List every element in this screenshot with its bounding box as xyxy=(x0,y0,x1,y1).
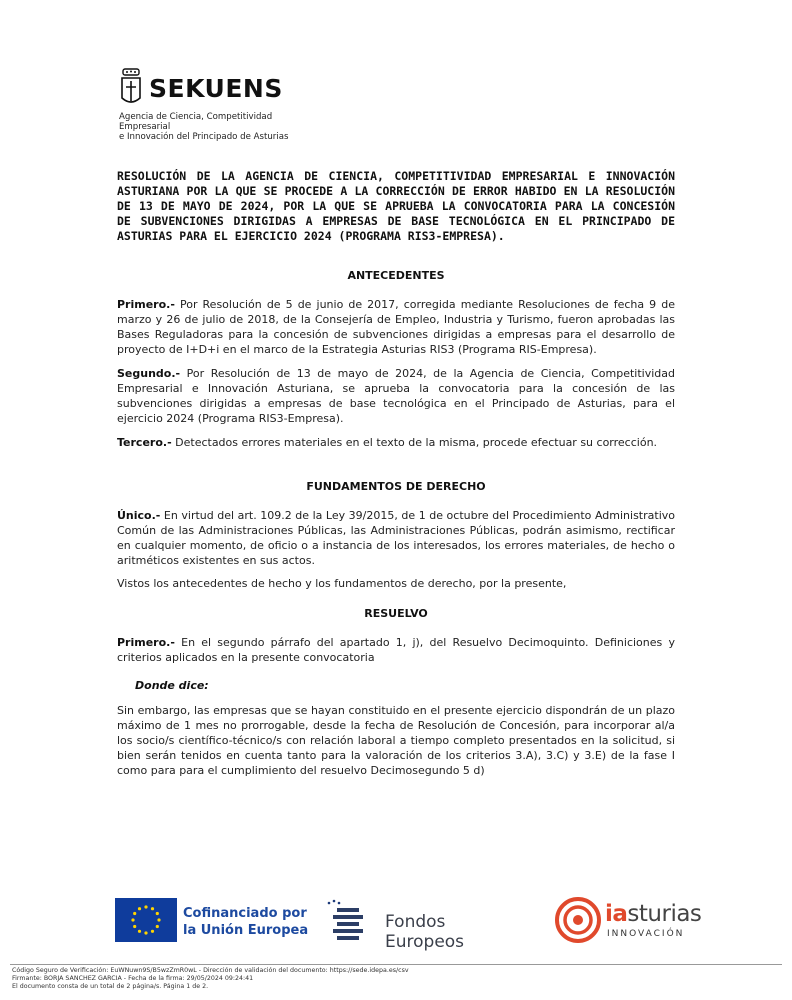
vistos-text: Vistos los antecedentes de hecho y los fundamentos de derecho, por la presente, xyxy=(117,577,567,590)
signer-line: Firmante: BORJA SANCHEZ GARCIA - Fecha de la firma: 29/05/2024 09:24:41 xyxy=(12,975,254,983)
label-resuelvo-primero: Primero.- xyxy=(117,636,175,649)
iasturias-text xyxy=(605,901,701,927)
verification-metadata xyxy=(12,967,409,992)
heading-fundamentos: FUNDAMENTOS DE DERECHO xyxy=(306,480,486,493)
iasturias-suffix: sturias xyxy=(627,901,702,927)
asturias-crest-icon xyxy=(119,68,143,108)
text-resuelvo-primero: En el segundo párrafo del apartado 1, j), del Resuelvo Decimoquinto. Definiciones y criterios aplicados en la presente convocatoria xyxy=(117,636,675,664)
iasturias-subtitle: INNOVACIÓN xyxy=(607,929,685,939)
resuelvo-primero xyxy=(117,635,675,665)
eu-flag-icon xyxy=(115,898,177,942)
antecedente-tercero xyxy=(117,435,675,450)
text-unico: En virtud del art. 109.2 de la Ley 39/2015, de 1 de octubre del Procedimiento Administrativo Común de las Administraciones Públicas, las Administraciones Públicas, podrán asimismo, rectificar en cualquier momento, de oficio o a instancia de los interesados, los errores materiales, de hecho o aritméticos existentes en sus actos. xyxy=(117,509,675,567)
text-tercero: Detectados errores materiales en el texto de la misma, procede efectuar su corrección. xyxy=(171,436,658,449)
brand-subtitle-line1: Agencia de Ciencia, Competitividad Empresarial xyxy=(119,112,273,132)
brand-subtitle-line2: e Innovación del Principado de Asturias xyxy=(119,132,289,142)
resuelvo-body: Sin embargo, las empresas que se hayan constituido en el presente ejercicio dispondrán de un plazo máximo de 1 mes no prorrogable, desde la fecha de Resolución de Concesión, para incorporar al/a los socio/s científico-técnico/s con relación laboral a tiempo completo presentados en la solicitud, si bien serán tenidos en cuenta tanto para la valoración de los criterios 3.A), 3.C) y 3.E) de la fase I como para para el cumplimiento del resuelvo Decimosegundo 5 d) xyxy=(117,704,675,777)
fondos-europeos-logo xyxy=(323,898,523,952)
resolution-title: RESOLUCIÓN DE LA AGENCIA DE CIENCIA, COMPETITIVIDAD EMPRESARIAL E INNOVACIÓN ASTURIANA POR LA QUE SE PROCEDE A LA CORRECCIÓN DE ERROR HABIDO EN LA RESOLUCIÓN DE 13 DE MAYO DE 2024, POR LA QUE SE APRUEBA LA CONVOCATORIA PARA LA CONCESIÓN DE SUBVENCIONES DIRIGIDAS A EMPRESAS DE BASE TECNOLÓGICA EN EL PRINCIPADO DE ASTURIAS PARA EL EJERCICIO 2024 (PROGRAMA RIS3-EMPRESA). xyxy=(117,169,675,243)
iasturias-swirl-icon xyxy=(553,895,603,945)
eu-cofinanced-logo xyxy=(115,898,312,942)
fondos-europeos-icon xyxy=(323,898,373,942)
text-segundo: Por Resolución de 13 de mayo de 2024, de la Agencia de Ciencia, Competitividad Empresarial e Innovación Asturiana, se aprueba la convocatoria para la concesión de las subvenciones dirigidas a empresas de base tecnológica en el Principado de Asturias, para el ejercicio 2024 (Programa RIS3-Empresa). xyxy=(117,367,675,425)
page-count-line: El documento consta de un total de 2 página/s. Página 1 de 2. xyxy=(12,983,209,991)
iasturias-prefix: ia xyxy=(605,901,628,927)
brand-name: SEKUENS xyxy=(149,74,283,103)
label-unico: Único.- xyxy=(117,509,161,522)
text-primero: Por Resolución de 5 de junio de 2017, corregida mediante Resoluciones de fecha 9 de marzo y 26 de julio de 2018, de la Consejería de Empleo, Industria y Turismo, fueron aprobadas las Bases Reguladoras para la concesión de subvenciones dirigidas a empresas para el desarrollo de proyecto de I+D+i en el marco de la Estrategia Asturias RIS3 (Programa RIS-Empresa). xyxy=(117,298,675,356)
fondos-europeos-text: Fondos Europeos xyxy=(385,912,465,952)
antecedente-primero xyxy=(117,297,675,357)
brand-subtitle xyxy=(119,112,319,142)
label-primero: Primero.- xyxy=(117,298,175,311)
funding-logos xyxy=(0,893,792,953)
verification-line: Código Seguro de Verificación: EuWNuwn9S/B5wzZmR0wL - Dirección de validación del documento: https://sede.idepa.es/csv xyxy=(12,967,409,974)
eu-text-line1: Cofinanciado por xyxy=(183,906,307,921)
fundamento-unico xyxy=(117,508,675,568)
heading-antecedentes: ANTECEDENTES xyxy=(347,269,445,282)
eu-text xyxy=(183,905,308,939)
heading-resuelvo: RESUELVO xyxy=(364,607,428,620)
eu-text-line2: la Unión Europea xyxy=(183,923,309,938)
iasturias-logo xyxy=(553,895,713,945)
footer-divider xyxy=(10,964,782,965)
sekuens-logo xyxy=(119,68,319,142)
antecedente-segundo xyxy=(117,366,675,426)
donde-dice-label: Donde dice: xyxy=(135,679,209,692)
label-segundo: Segundo.- xyxy=(117,367,181,380)
label-tercero: Tercero.- xyxy=(117,436,172,449)
